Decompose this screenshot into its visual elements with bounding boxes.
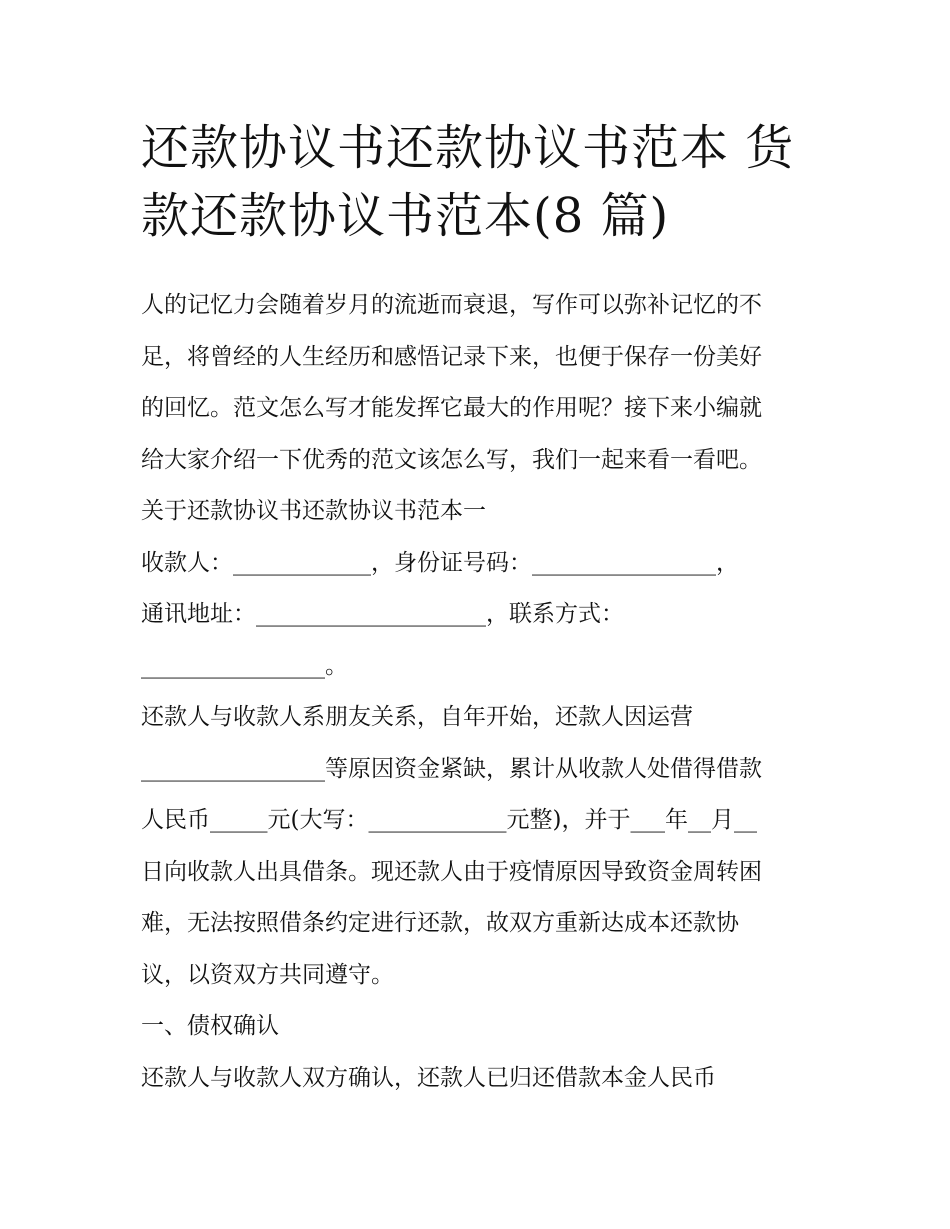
contact-blank-line: ________________。: [141, 652, 348, 679]
body-line-11: 人民币_____元(大写：____________元整)，并于___年__月__: [141, 807, 757, 833]
address-line: 通讯地址：____________________，联系方式：: [141, 601, 624, 627]
body-line-3: 的回忆。范文怎么写才能发挥它最大的作用呢？接下来小编就: [141, 395, 762, 421]
section-heading-line: 关于还款协议书还款协议书范本一: [141, 498, 486, 524]
body-line-10: ________________等原因资金紧缺，累计从收款人处借得借款: [141, 755, 762, 782]
document-title: 还款协议书还款协议书范本 货 款还款协议书范本(8 篇): [141, 120, 795, 244]
body-line-12: 日向收款人出具借条。现还款人由于疫情原因导致资金周转困: [141, 858, 762, 885]
body-line-13: 难，无法按照借条约定进行还款，故双方重新达成本还款协: [141, 910, 739, 936]
document-page: [141, 116, 821, 1091]
document-body: [141, 280, 821, 1104]
body-line-4: 给大家介绍一下优秀的范文该怎么写，我们一起来看一看吧。: [141, 446, 762, 473]
body-line-1: 人的记忆力会随着岁月的流逝而衰退，写作可以弥补记忆的不: [141, 292, 762, 318]
body-line-2: 足，将曾经的人生经历和感悟记录下来，也便于保存一份美好: [141, 343, 762, 370]
body-line-16: 还款人与收款人双方确认，还款人已归还借款本金人民币: [141, 1064, 716, 1091]
payee-line: 收款人：____________，身份证号码：________________，: [141, 549, 739, 576]
body-line-14: 议，以资双方共同遵守。: [141, 961, 394, 988]
body-line-9: 还款人与收款人系朋友关系，自年开始，还款人因运营: [141, 704, 693, 730]
clause-heading: 一、债权确认: [141, 1013, 279, 1039]
